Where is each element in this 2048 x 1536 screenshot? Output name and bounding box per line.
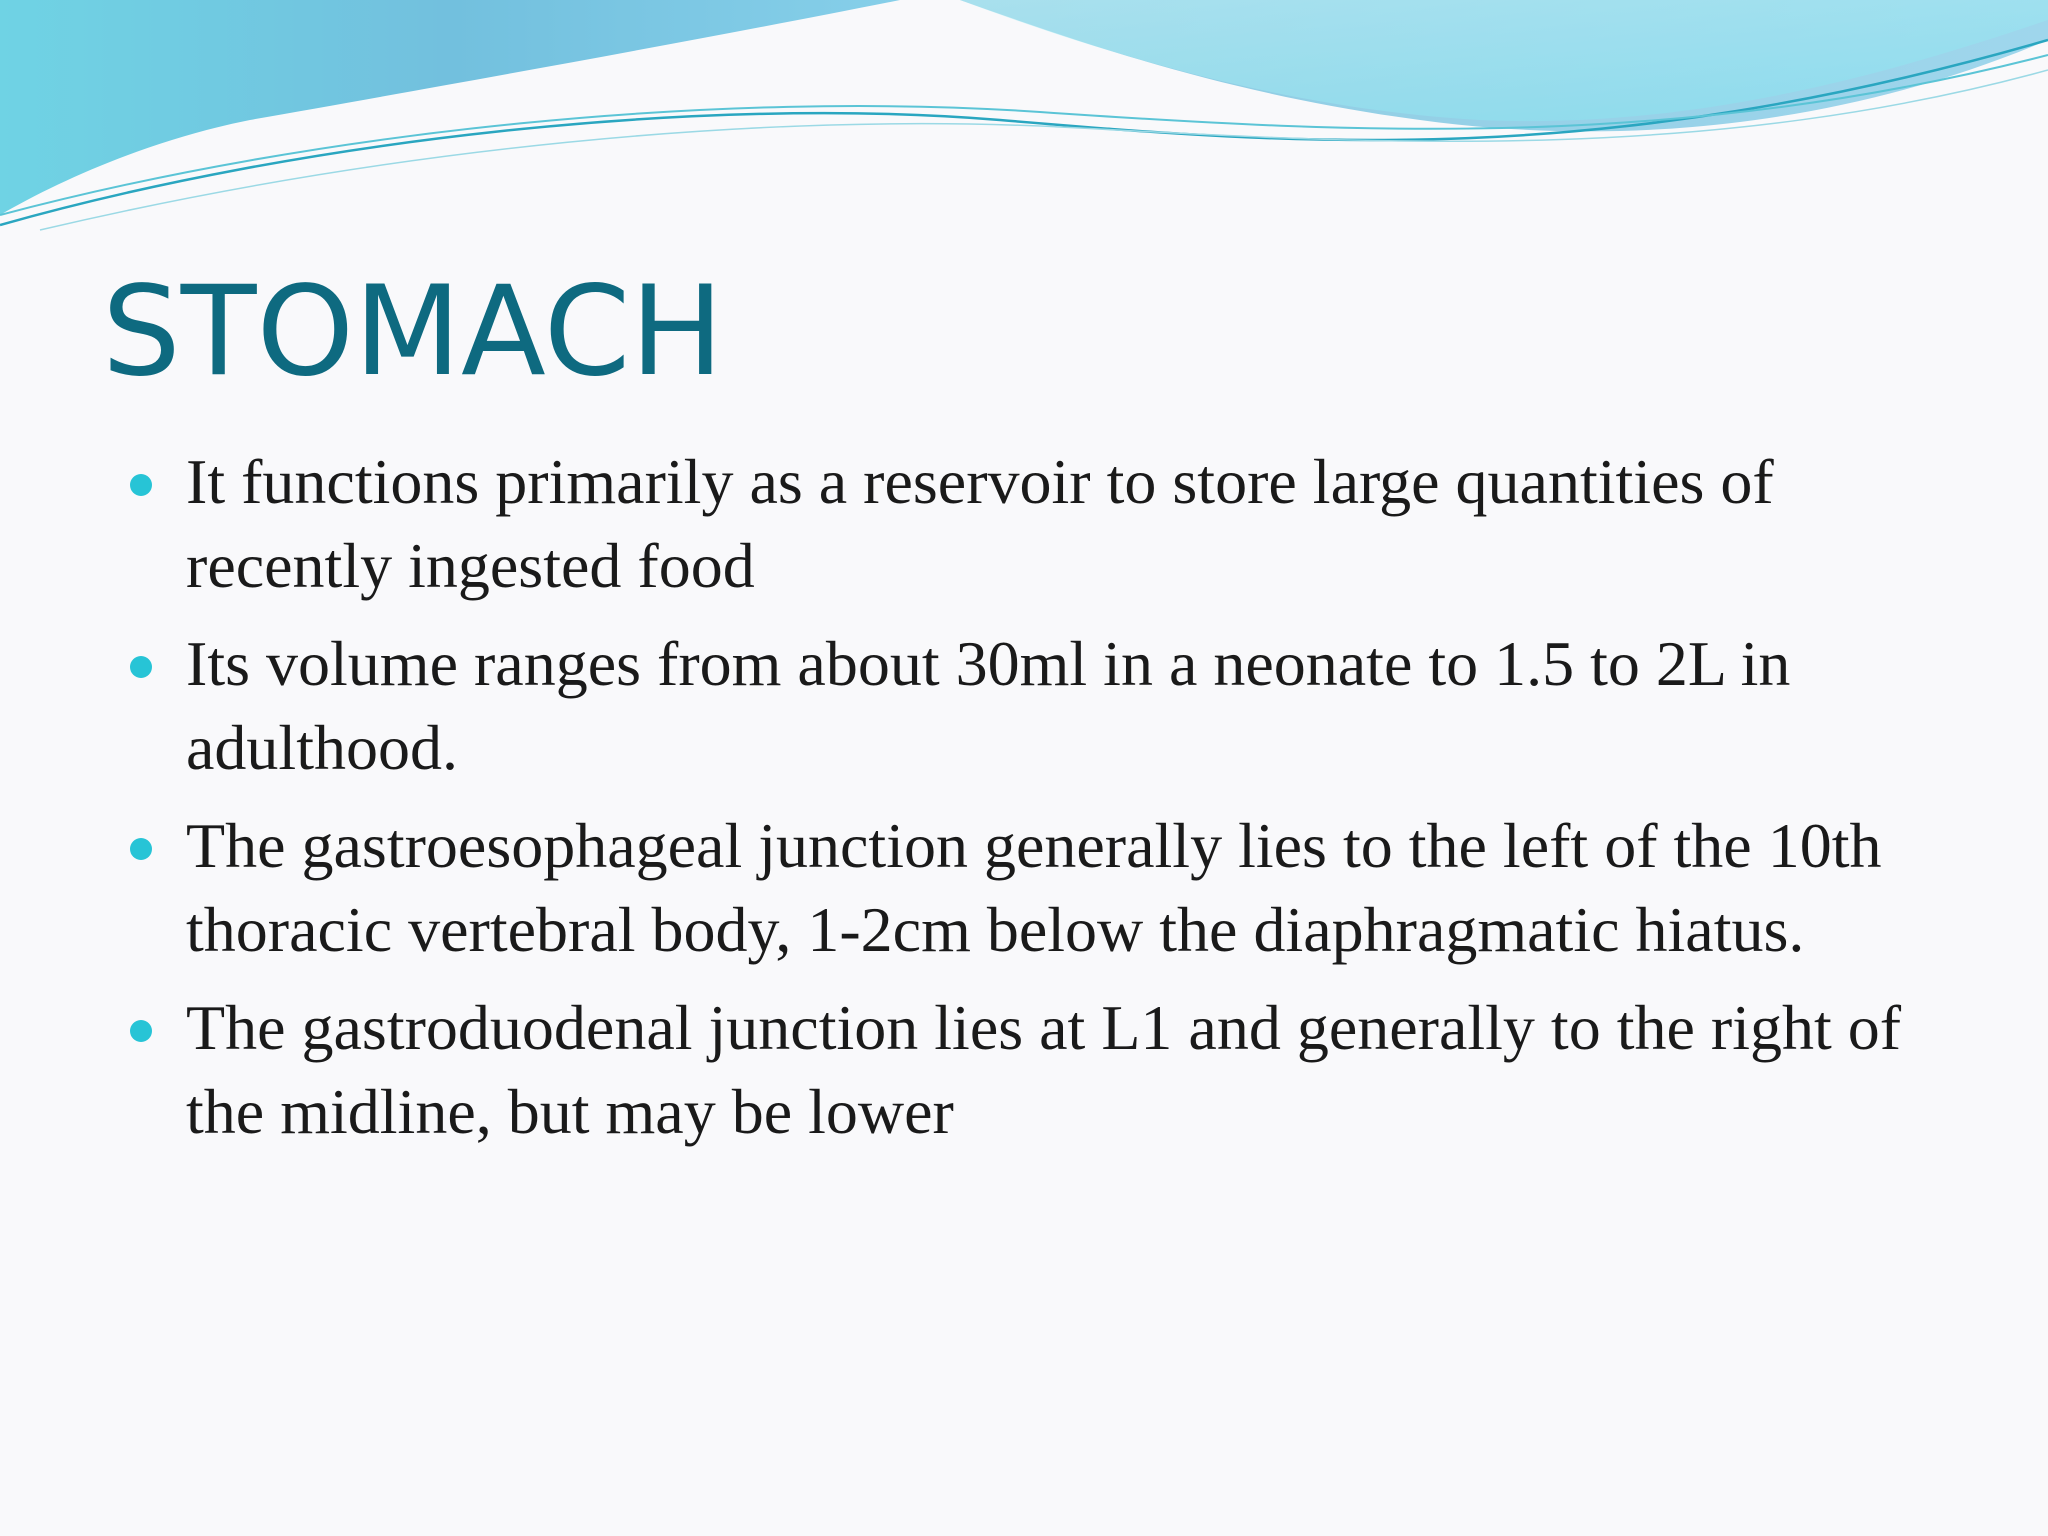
- bullet-item: [130, 440, 1930, 608]
- bullet-text: Its volume ranges from about 30ml in a neonate to 1.5 to 2L in adulthood.: [186, 628, 1791, 783]
- bullet-marker-icon: [130, 474, 152, 496]
- bullet-text: The gastroduodenal junction lies at L1 and generally to the right of the midline, but may be lower: [186, 992, 1902, 1147]
- slide-title: STOMACH: [102, 260, 724, 404]
- bullet-text: It functions primarily as a reservoir to store large quantities of recently ingested food: [186, 446, 1774, 601]
- bullet-marker-icon: [130, 1020, 152, 1042]
- header-wave-decoration: [0, 0, 2048, 260]
- bullet-item: [130, 986, 1930, 1154]
- bullet-marker-icon: [130, 656, 152, 678]
- bullet-list: [130, 440, 1930, 1168]
- bullet-item: [130, 622, 1930, 790]
- bullet-marker-icon: [130, 838, 152, 860]
- bullet-text: The gastroesophageal junction generally lies to the left of the 10th thoracic vertebral body, 1-2cm below the diaphragmatic hiatus.: [186, 810, 1882, 965]
- bullet-item: [130, 804, 1930, 972]
